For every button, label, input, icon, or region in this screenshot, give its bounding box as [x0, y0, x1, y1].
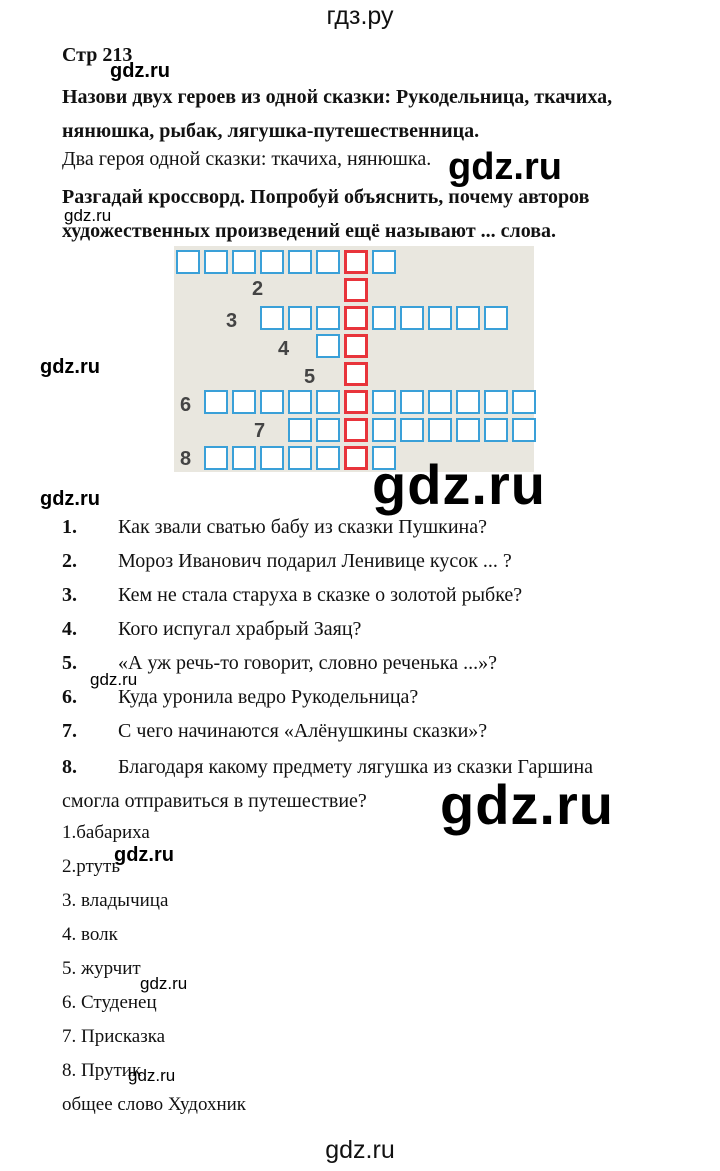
question-text: С чего начинаются «Алёнушкины сказки»?: [118, 720, 488, 742]
crossword-cell: [512, 418, 536, 442]
crossword-cell: [288, 446, 312, 470]
watermark-footer: gdz.ru: [325, 1136, 395, 1164]
crossword-cell: [372, 250, 396, 274]
crossword-cell: [456, 418, 480, 442]
question-number: 6.: [62, 686, 77, 708]
question-text: Как звали сватью бабу из сказки Пушкина?: [118, 516, 487, 538]
crossword-cell: [316, 446, 340, 470]
watermark: gdz.ru: [448, 146, 562, 188]
crossword-cell: [316, 250, 340, 274]
crossword-cell: [456, 306, 480, 330]
crossword-cell: [288, 306, 312, 330]
crossword-cell: [400, 306, 424, 330]
crossword-key-cell: [344, 390, 368, 414]
question-number: 5.: [62, 652, 77, 674]
crossword-cell: [484, 390, 508, 414]
crossword-cell: [428, 306, 452, 330]
crossword-cell: [204, 390, 228, 414]
crossword-key-cell: [344, 446, 368, 470]
question-number: 3.: [62, 584, 77, 606]
task1-answer: Два героя одной сказки: ткачиха, нянюшка.: [62, 148, 432, 170]
crossword-key-cell: [344, 334, 368, 358]
crossword-cell: [372, 390, 396, 414]
crossword-cell: [484, 418, 508, 442]
crossword-cell: [288, 250, 312, 274]
crossword-cell: [316, 306, 340, 330]
answer-item: 6. Студенец: [62, 992, 157, 1013]
crossword-cell: [372, 418, 396, 442]
crossword-number: 3: [226, 310, 238, 332]
crossword-number: 8: [180, 448, 192, 470]
crossword-key-cell: [344, 250, 368, 274]
question-number: 8.: [62, 756, 77, 778]
crossword-cell: [400, 390, 424, 414]
watermark: gdz.ru: [128, 1066, 176, 1085]
answer-item: 1.бабариха: [62, 822, 150, 843]
task1-line1: Назови двух героев из одной сказки: Рукодельница, ткачиха,: [62, 86, 613, 108]
question-text: Благодаря какому предмету лягушка из сказки Гаршина: [118, 756, 594, 778]
watermark: gdz.ru: [140, 974, 188, 993]
page-number: Стр 213: [62, 44, 133, 66]
crossword-cell: [288, 418, 312, 442]
crossword-number: 5: [304, 366, 316, 388]
crossword-cell: [456, 390, 480, 414]
crossword-key-cell: [344, 362, 368, 386]
crossword-key-cell: [344, 306, 368, 330]
answer-item: 3. владычица: [62, 890, 169, 911]
crossword-cell: [316, 390, 340, 414]
crossword-cell: [204, 250, 228, 274]
question-text-continued: смогла отправиться в путешествие?: [62, 790, 367, 812]
question-number: 1.: [62, 516, 77, 538]
crossword-number: 2: [252, 278, 264, 300]
crossword-cell: [288, 390, 312, 414]
crossword-cell: [176, 250, 200, 274]
task2-line1: Разгадай кроссворд. Попробуй объяснить, почему авторов: [62, 186, 590, 208]
question-text: Кого испугал храбрый Заяц?: [118, 618, 362, 640]
crossword-cell: [232, 390, 256, 414]
crossword-cell: [316, 418, 340, 442]
watermark: gdz.ru: [40, 356, 100, 378]
question-number: 4.: [62, 618, 77, 640]
crossword-cell: [372, 306, 396, 330]
task1-line2: нянюшка, рыбак, лягушка-путешественница.: [62, 120, 480, 142]
answer-item: 4. волк: [62, 924, 118, 945]
crossword-number: 7: [254, 420, 266, 442]
watermark: gdz.ru: [40, 488, 100, 510]
question-number: 2.: [62, 550, 77, 572]
answer-item: 7. Присказка: [62, 1026, 166, 1047]
crossword-grid: [174, 246, 534, 472]
answer-item: 5. журчит: [62, 958, 141, 979]
crossword-cell: [260, 390, 284, 414]
watermark: gdz.ru: [64, 206, 112, 225]
crossword-cell: [260, 306, 284, 330]
watermark: gdz.ru: [372, 453, 546, 516]
question-text: Мороз Иванович подарил Ленивице кусок ... ?: [118, 550, 512, 572]
question-text: Куда уронила ведро Рукодельница?: [118, 686, 419, 708]
task2-line2: художественных произведений ещё называют ... слова.: [62, 220, 557, 242]
watermark: gdz.ru: [90, 670, 138, 689]
watermark: gdz.ru: [110, 60, 170, 82]
crossword-key-cell: [344, 418, 368, 442]
crossword-cell: [400, 418, 424, 442]
common-word: общее слово Худохник: [62, 1094, 247, 1115]
crossword-number: 4: [278, 338, 290, 360]
crossword-cell: [260, 446, 284, 470]
site-header: гдз.ру: [326, 2, 394, 30]
question-text: Кем не стала старуха в сказке о золотой рыбке?: [118, 584, 523, 606]
crossword-cell: [204, 446, 228, 470]
crossword-cell: [232, 250, 256, 274]
crossword-key-cell: [344, 278, 368, 302]
answer-item: 8. Прутик: [62, 1060, 142, 1081]
answer-item: 2.ртуть: [62, 856, 121, 877]
crossword-cell: [260, 250, 284, 274]
question-number: 7.: [62, 720, 77, 742]
crossword-cell: [316, 334, 340, 358]
crossword-cell: [512, 390, 536, 414]
crossword-cell: [428, 418, 452, 442]
crossword-number: 6: [180, 394, 192, 416]
crossword-cell: [484, 306, 508, 330]
crossword-cell: [428, 390, 452, 414]
crossword-cell: [232, 446, 256, 470]
watermark: gdz.ru: [114, 844, 174, 866]
question-text: «А уж речь-то говорит, словно реченька ...»?: [118, 652, 497, 674]
watermark: gdz.ru: [440, 773, 614, 836]
